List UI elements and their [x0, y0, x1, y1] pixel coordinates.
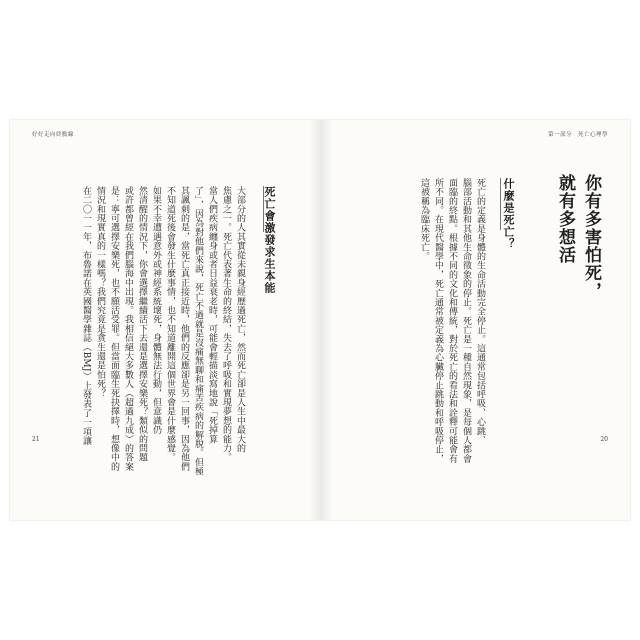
right-body-line: 面臨的終點。根據不同的文化和傳統，對於死亡的看法和詮釋可能會有 — [447, 178, 457, 464]
left-heading-rule — [263, 186, 264, 232]
left-page-number: 21 — [32, 436, 40, 443]
right-running-head: 第一部分 死亡心理學 — [547, 132, 608, 138]
left-body-line: 了」，因為對他們來說，死亡不過就是沒痛無聊和痛苦疾病的解脫。但極 — [193, 186, 203, 476]
left-body-line: 其諷刺的是，當死亡真正接近時，他們的反應卻是另一回事，因為他們 — [179, 186, 189, 472]
left-section-heading: 死亡會激發求生本能 — [263, 186, 276, 294]
left-body-line: 是：寧可選擇安樂死，也不願活受罪。但當面臨生死抉擇時，想像中的 — [109, 186, 119, 472]
left-body-line: 當人們疾病纏身或者日益衰老時，可能會輕描淡寫地說「死掉算 — [207, 186, 217, 444]
left-body-line: 焦慮之一。死亡代表著生命的終結，失去了呼吸和實現夢想的能力。 — [221, 186, 231, 462]
left-body-line: 如果不幸遭遇意外或神經系統壞死，身體無法行動，但意識仍 — [151, 186, 161, 435]
chapter-title-line: 你有多害怕死， — [581, 174, 601, 300]
right-heading-rule — [500, 178, 501, 230]
right-page-number: 20 — [600, 436, 608, 443]
left-body-line: 大部分的人其實從未親身經歷過死亡，然而死亡卻是人生中最大的 — [235, 186, 245, 453]
right-body-line: 所不同。在現代醫學中，死亡通常被定義為心臟停止跳動和呼吸停止， — [433, 178, 443, 464]
left-body-line: 在二〇一一年，布魯諾在英國醫學雜誌（BMJ）上發表了一項讓 — [81, 186, 91, 446]
left-body-line: 情況和現實真的一樣嗎？我們究竟是貪生還是怕死？ — [95, 186, 105, 398]
right-body-line: 這被稱為臨床死亡。 — [419, 178, 429, 261]
book-gutter — [309, 120, 333, 520]
left-body-line: 然清醒的情況下，你會選擇繼續活下去還是選擇安樂死？類似的問題 — [137, 186, 147, 462]
right-section-heading: 什麼是死亡？ — [502, 178, 515, 250]
left-body-line: 不知道死後會發生什麼事情，也不知道離開這個世界會是什麼感覺。 — [165, 186, 175, 462]
right-body-line: 死亡的定義是身體的生命活動完全停止。這通常包括呼吸、心跳、 — [475, 178, 485, 445]
chapter-title-line: 就有多想活 — [555, 174, 575, 264]
left-running-head: 好好走向終點線 — [32, 132, 75, 138]
left-body-line: 或許都曾經在我們腦海中出現。我相信絕大多數人（超過九成）的答案 — [123, 186, 133, 472]
right-body-line: 腦部活動和其他生命徵象的停止。死亡是一種自然現象，是每個人都會 — [461, 178, 471, 464]
book-spread — [10, 120, 630, 520]
